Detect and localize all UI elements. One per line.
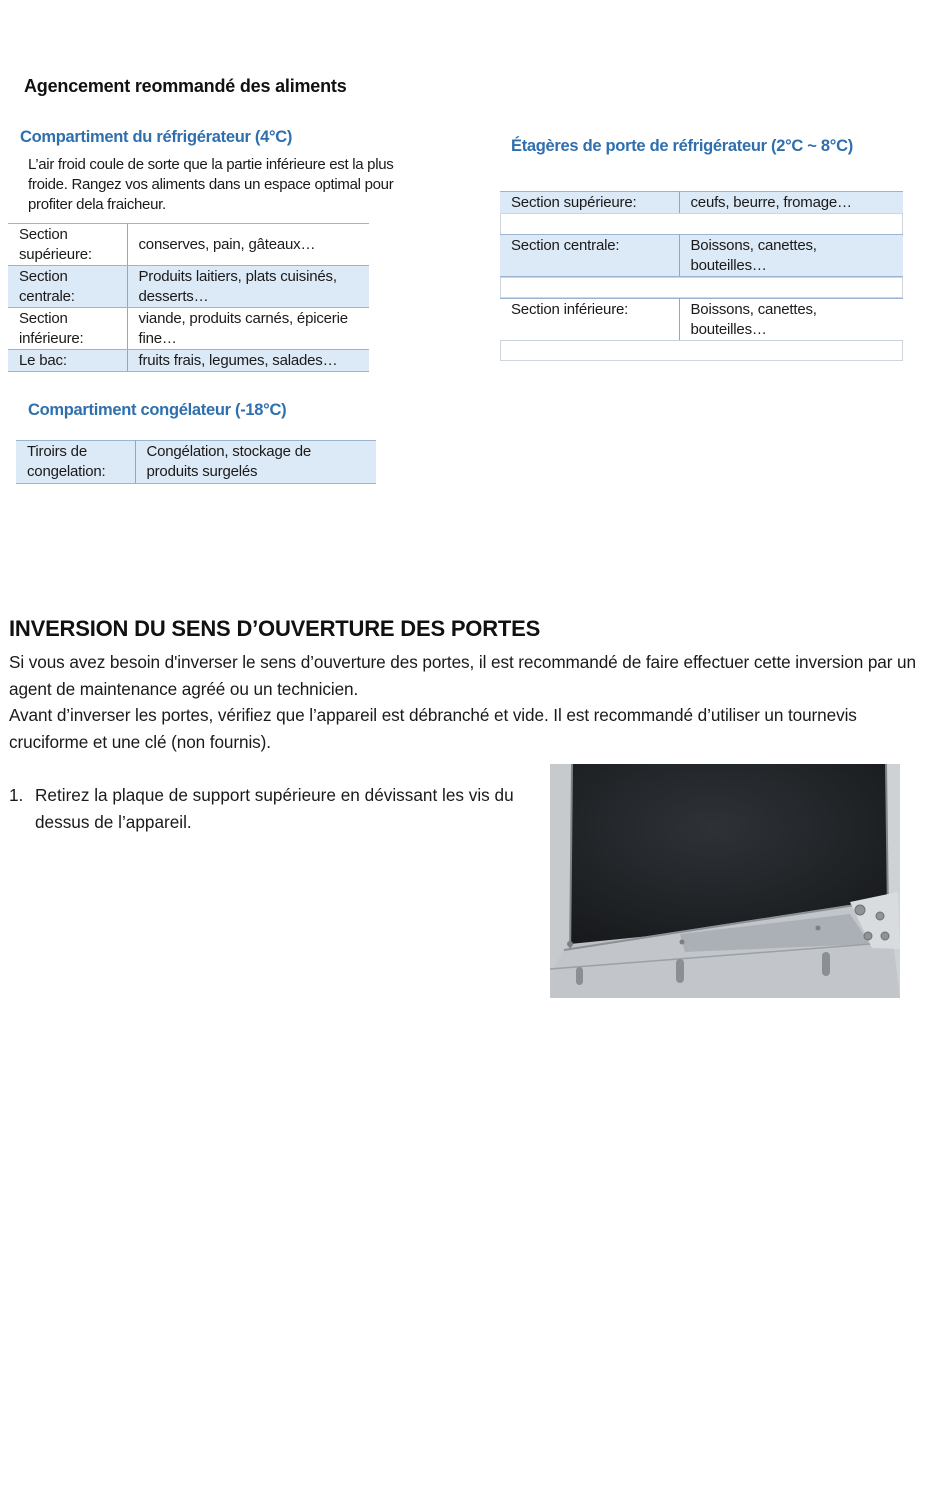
table-row	[8, 266, 369, 308]
row-value: viande, produits carnés, épicerie fine…	[127, 308, 369, 350]
table-row	[16, 441, 376, 484]
support-plate-photo	[550, 764, 900, 998]
door-table-lower	[500, 298, 903, 340]
row-label: Section supérieure:	[8, 224, 127, 266]
freezer-section-title: Compartiment congélateur (-18°C)	[28, 401, 287, 419]
row-value: Produits laitiers, plats cuisinés, desserts…	[127, 266, 369, 308]
door-table-upper	[500, 191, 903, 214]
freezer-table	[16, 440, 376, 484]
table-row	[500, 235, 903, 277]
table-row	[500, 299, 903, 341]
table-spacer-row	[500, 213, 903, 235]
door-table-middle	[500, 234, 903, 277]
row-label: Section inférieure:	[511, 301, 629, 318]
inversion-paragraph-2: Avant d’inverser les portes, vérifiez que l’appareil est débranché et vide. Il est recommandé d’utiliser un tournevis cruciforme et une clé (non fournis).	[9, 705, 857, 752]
table-row	[500, 192, 903, 214]
step-text: Retirez la plaque de support supérieure en dévissant les vis du dessus de l’appareil.	[35, 785, 514, 832]
fridge-section-title: Compartiment du réfrigérateur (4°C)	[20, 128, 293, 146]
row-label: Tiroirs de congelation:	[16, 441, 135, 484]
row-label: Section supérieure:	[500, 192, 679, 214]
row-label: Le bac:	[8, 350, 127, 372]
page-title: Agencement reommandé des aliments	[24, 76, 347, 96]
table-row	[8, 308, 369, 350]
fridge-table	[8, 223, 369, 372]
row-label: Section centrale:	[8, 266, 127, 308]
row-label: Section inférieure:	[8, 308, 127, 350]
inversion-paragraph-1: Si vous avez besoin d'inverser le sens d’ouverture des portes, il est recommandé de faire effectuer cette inversion par un agent de maintenance agréé ou un technicien.	[9, 652, 916, 699]
row-value: Congélation, stockage de produits surgelés	[135, 441, 376, 484]
door-section-title: Étagères de porte de réfrigérateur (2°C ~ 8°C)	[511, 137, 853, 155]
inversion-heading: INVERSION DU SENS D’OUVERTURE DES PORTES	[9, 616, 541, 641]
row-value: fruits frais, legumes, salades…	[127, 350, 369, 372]
fridge-intro-text: L’air froid coule de sorte que la partie inférieure est la plus froide. Rangez vos aliments dans un espace optimal pour profiter dela fraicheur.	[28, 156, 394, 213]
row-label: Section centrale:	[500, 235, 679, 277]
table-row	[8, 224, 369, 266]
table-spacer-row	[500, 277, 903, 298]
step-number: 1.	[9, 785, 24, 805]
row-value: Boissons, canettes, bouteilles…	[679, 235, 903, 277]
table-row	[8, 350, 369, 372]
row-value: conserves, pain, gâteaux…	[127, 224, 369, 266]
row-value: ceufs, beurre, fromage…	[679, 192, 903, 214]
row-value: Boissons, canettes, bouteilles…	[679, 299, 903, 341]
step-1	[9, 782, 534, 835]
table-spacer-row	[500, 340, 903, 361]
